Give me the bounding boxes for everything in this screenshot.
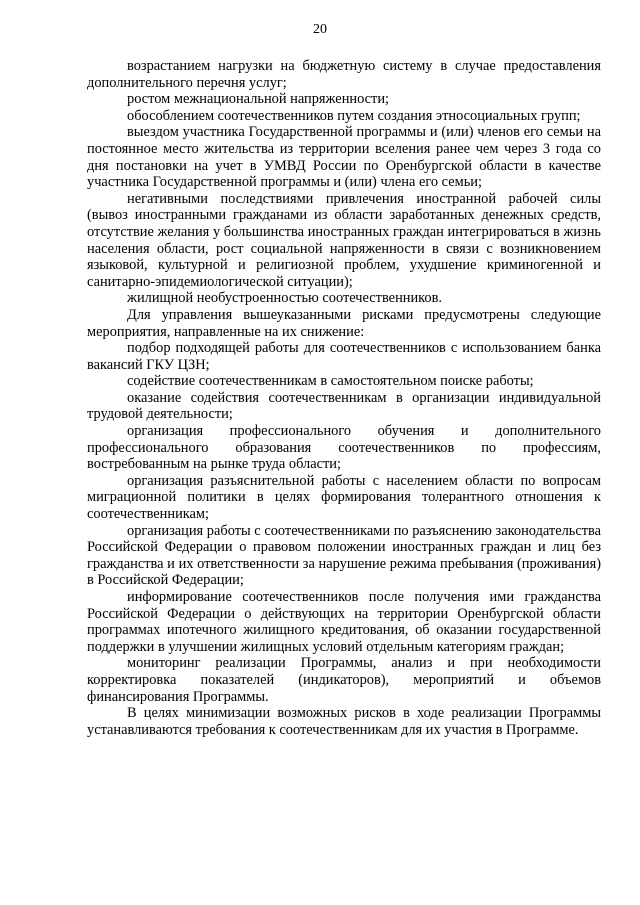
paragraph: обособлением соотечественников путем создания этносоциальных групп; xyxy=(127,107,581,124)
paragraph: жилищной необустроенностью соотечественников. xyxy=(127,290,443,307)
paragraph: негативными последствиями привлечения иностранной рабочей силы (вывоз иностранными гражданами из области заработанных денежных средств, отсутствие желания у большинства иностранных граждан интегрироваться в жизнь населения области, рост социальной напряженности в связи с возникновением языковой, культурной и религиозной проблем, ухудшение криминогенной и санитарно-эпидемиологической ситуации); xyxy=(87,190,601,290)
paragraph: оказание содействия соотечественникам в организации индивидуальной трудовой деятельности; xyxy=(87,389,601,423)
page-number: 20 xyxy=(313,22,327,37)
paragraph: информирование соотечественников после получения ими гражданства Российской Федерации о действующих на территории Оренбургской области программах ипотечного жилищного кредитования, об оказании государственной поддержки в улучшении жилищных условий отдельным категориям граждан; xyxy=(87,589,601,655)
paragraph: возрастанием нагрузки на бюджетную систему в случае предоставления дополнительного перечня услуг; xyxy=(87,58,601,91)
paragraph: подбор подходящей работы для соотечественников с использованием банка вакансий ГКУ ЦЗН; xyxy=(87,340,601,373)
paragraph: содействие соотечественникам в самостоятельном поиске работы; xyxy=(127,373,534,390)
paragraph: Для управления вышеуказанными рисками предусмотрены следующие мероприятия, направленные на их снижение: xyxy=(87,306,601,340)
paragraph: организация профессионального обучения и дополнительного профессионального образования соотечественников по профессиям, востребованным на рынке труда области; xyxy=(87,423,601,473)
paragraph: организация разъяснительной работы с населением области по вопросам миграционной политики в целях формирования толерантного отношения к соотечественникам; xyxy=(87,472,601,523)
paragraph: организация работы с соотечественниками по разъяснению законодательства Российской Федерации о правовом положении иностранных граждан и лиц без гражданства и их ответственности за нарушение режима пребывания (проживания) в Российской Федерации; xyxy=(87,522,601,589)
paragraph: В целях минимизации возможных рисков в ходе реализации Программы устанавливаются требования к соотечественникам для их участия в Программе. xyxy=(87,705,601,738)
paragraph: ростом межнациональной напряженности; xyxy=(127,91,390,108)
document-body xyxy=(87,58,601,738)
paragraph: выездом участника Государственной программы и (или) членов его семьи на постоянное место жительства из территории вселения ранее чем через 3 года со дня постановки на учет в УМВД России по Оренбургской области в качестве участника Государственной программы и (или) члена его семьи; xyxy=(87,124,601,191)
paragraph: мониторинг реализации Программы, анализ и при необходимости корректировка показателей (индикаторов), мероприятий и объемов финансирования Программы. xyxy=(87,655,601,705)
